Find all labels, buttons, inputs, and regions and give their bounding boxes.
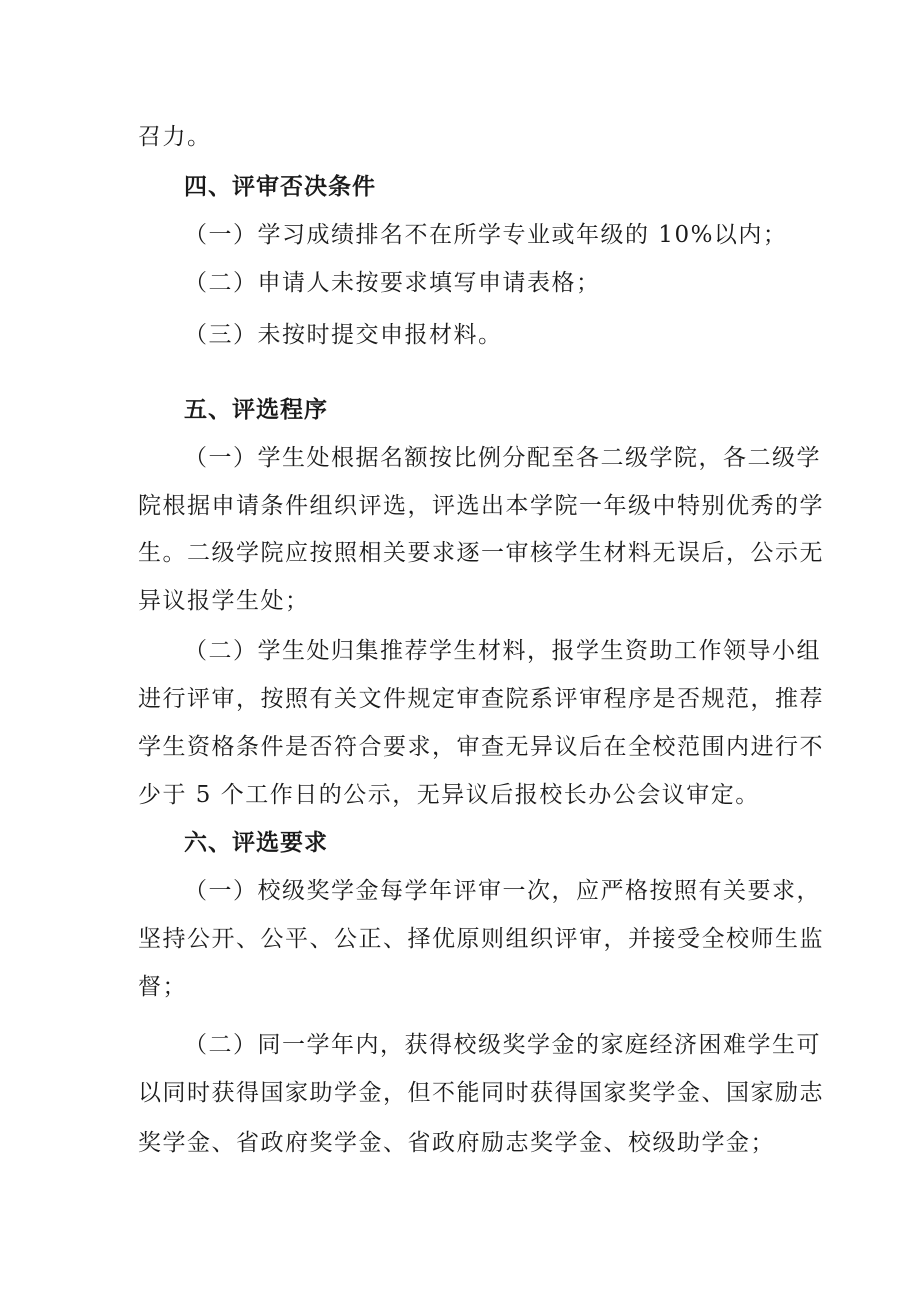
section-heading-5: 五、评选程序 <box>184 397 328 423</box>
section-heading-4: 四、评审否决条件 <box>184 174 376 200</box>
paragraph-line: （二）学生处归集推荐学生材料，报学生资助工作领导小组 <box>184 638 821 664</box>
paragraph-line: 院根据申请条件组织评选，评选出本学院一年级中特别优秀的学 <box>138 493 824 519</box>
paragraph-line: 召力。 <box>138 124 212 150</box>
paragraph-line: 督； <box>138 974 187 1000</box>
paragraph-line: 少于 5 个工作日的公示，无异议后报校长办公会议审定。 <box>138 782 760 808</box>
paragraph-line: 异议报学生处； <box>138 588 310 614</box>
paragraph-line: 坚持公开、公平、公正、择优原则组织评审，并接受全校师生监 <box>138 926 824 952</box>
paragraph-line: （一）学习成绩排名不在所学专业或年级的 10%以内； <box>184 222 788 248</box>
paragraph-line: 学生资格条件是否符合要求，审查无异议后在全校范围内进行不 <box>138 734 824 760</box>
paragraph-line: （二）申请人未按要求填写申请表格； <box>184 270 601 296</box>
section-heading-6: 六、评选要求 <box>184 830 328 856</box>
paragraph-line: 奖学金、省政府奖学金、省政府励志奖学金、校级助学金； <box>138 1130 775 1156</box>
paragraph-line: 进行评审，按照有关文件规定审查院系评审程序是否规范，推荐 <box>138 686 824 712</box>
paragraph-line: 生。二级学院应按照相关要求逐一审核学生材料无误后，公示无 <box>138 540 824 566</box>
paragraph-line: （一）学生处根据名额按比例分配至各二级学院，各二级学 <box>184 445 821 471</box>
paragraph-line: （二）同一学年内，获得校级奖学金的家庭经济困难学生可 <box>184 1032 821 1058</box>
paragraph-line: 以同时获得国家助学金，但不能同时获得国家奖学金、国家励志 <box>138 1080 824 1106</box>
paragraph-line: （三）未按时提交申报材料。 <box>184 322 503 348</box>
paragraph-line: （一）校级奖学金每学年评审一次，应严格按照有关要求， <box>184 878 821 904</box>
